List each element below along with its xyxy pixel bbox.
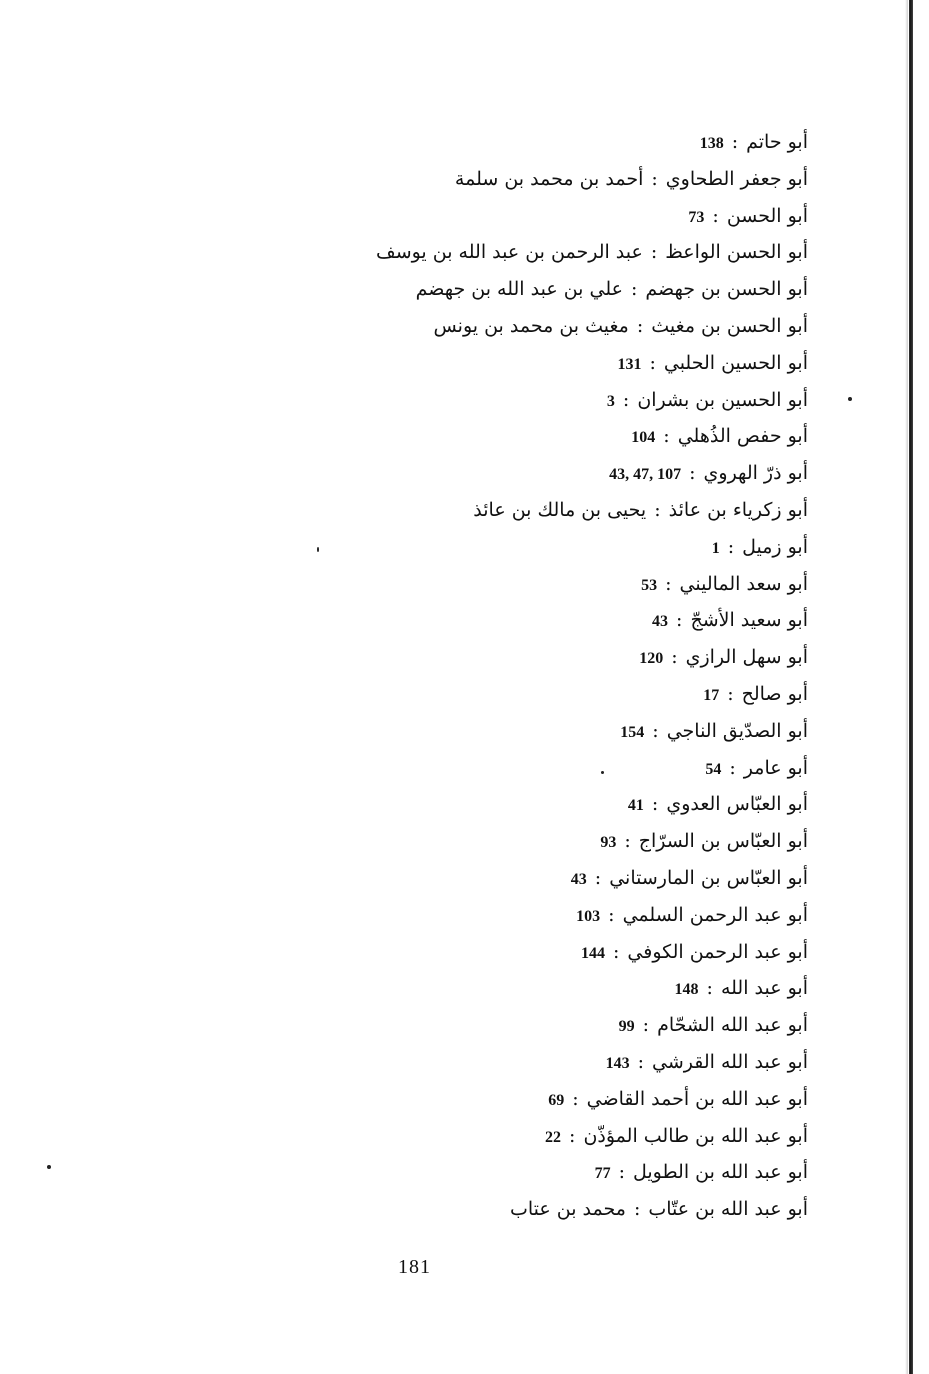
entry-name: أبو عبد الله بن عتّاب [648, 1198, 808, 1221]
entry-separator: : [652, 719, 659, 742]
index-entry [288, 308, 808, 345]
book-spine-edge [909, 0, 913, 1374]
entry-name: أبو سهل الرازي [685, 646, 808, 669]
index-entry-list [288, 124, 808, 1228]
entry-page-refs: 41 [627, 797, 644, 815]
index-entry [288, 455, 808, 492]
ink-speck [848, 397, 852, 401]
entry-name: أبو عبد الله بن الطويل [632, 1161, 808, 1184]
entry-cross-reference: مغيث بن محمد بن يونس [433, 314, 629, 337]
index-entry [288, 602, 808, 639]
entry-page-refs: 17 [703, 686, 720, 704]
entry-separator: : [622, 388, 630, 411]
index-entry [288, 124, 808, 161]
entry-cross-reference: عبد الرحمن بن عبد الله بن يوسف [376, 241, 643, 264]
entry-separator: : [676, 609, 683, 632]
entry-name: أبو الحسن [726, 204, 808, 227]
entry-cross-reference: يحيى بن مالك بن عائذ [473, 498, 647, 521]
index-entry [288, 1007, 808, 1044]
entry-name: أبو عبد الله الشحّام [657, 1014, 808, 1037]
entry-name: أبو سعد الماليني [679, 572, 808, 595]
entry-name: أبو الحسين الحلبي [663, 351, 808, 374]
entry-name: أبو ذرّ الهروي [703, 462, 808, 485]
entry-name: أبو عبد الرحمن الكوفي [627, 940, 808, 963]
entry-separator: : [712, 204, 719, 227]
entry-separator: : [630, 278, 638, 301]
index-entry [288, 750, 808, 787]
index-entry [288, 529, 808, 566]
entry-page-refs: 1 [711, 539, 720, 557]
entry-name: أبو عبد الرحمن السلمي [622, 903, 808, 926]
index-entry [288, 713, 808, 750]
index-entry [288, 198, 808, 235]
index-entry [288, 382, 808, 419]
entry-separator: : [650, 241, 658, 264]
index-entry [288, 676, 808, 713]
entry-name: أبو زميل [742, 535, 808, 558]
index-entry [288, 271, 808, 308]
entry-separator: : [731, 131, 739, 153]
entry-page-refs: 3 [606, 392, 615, 410]
entry-separator: : [671, 646, 678, 669]
entry-separator: : [727, 682, 734, 705]
entry-separator: : [651, 167, 658, 190]
entry-page-refs: 43, 47, 107 [609, 466, 682, 484]
entry-cross-reference: علي بن عبد الله بن جهضم [415, 278, 623, 301]
entry-name: أبو عامر [743, 756, 808, 779]
entry-cross-reference: أحمد بن محمد بن سلمة [454, 167, 644, 190]
entry-separator: : [637, 1050, 644, 1073]
entry-name: أبو صالح [741, 682, 808, 705]
entry-separator: : [706, 977, 713, 1000]
entry-page-refs: 73 [688, 208, 705, 226]
entry-name: أبو جعفر الطحاوي [665, 167, 808, 190]
entry-name: أبو الحسن الواعظ [665, 241, 808, 264]
index-entry [288, 1154, 808, 1191]
index-entry [288, 161, 808, 198]
index-entry [288, 566, 808, 603]
entry-page-refs: 120 [639, 650, 664, 668]
entry-separator: : [727, 535, 735, 558]
entry-separator: : [649, 351, 656, 374]
entry-separator: : [689, 462, 696, 485]
entry-page-refs: 143 [605, 1054, 630, 1072]
entry-separator: : [608, 903, 615, 926]
entry-name: أبو العبّاس العدوي [666, 793, 808, 816]
entry-page-refs: 22 [545, 1128, 562, 1146]
entry-page-refs: 43 [570, 870, 587, 888]
entry-name: أبو الحسين بن بشران [637, 388, 808, 411]
entry-page-refs: 54 [705, 760, 722, 778]
entry-page-refs: 131 [617, 355, 642, 373]
index-entry [288, 492, 808, 529]
index-entry [288, 345, 808, 382]
entry-page-refs: 53 [641, 576, 658, 594]
ink-speck [47, 1165, 51, 1169]
entry-separator: : [663, 425, 670, 448]
entry-separator: : [618, 1161, 625, 1184]
index-entry [288, 1081, 808, 1118]
book-spine-shadow [905, 0, 908, 1374]
index-entry [288, 1191, 808, 1228]
entry-page-refs: 43 [652, 613, 669, 631]
entry-name: أبو سعيد الأشجّ [690, 609, 808, 632]
entry-name: أبو عبد الله بن طالب المؤذّن [583, 1124, 808, 1147]
entry-separator: : [651, 793, 659, 816]
index-entry [288, 234, 808, 271]
entry-name: أبو عبد الله [720, 977, 808, 1000]
entry-name: أبو الحسن بن جهضم [645, 278, 808, 301]
entry-page-refs: 144 [581, 944, 605, 962]
entry-page-refs: 104 [631, 429, 656, 447]
entry-name: أبو حفص الذُهلي [677, 425, 808, 448]
entry-name: أبو حاتم [746, 131, 808, 153]
entry-separator: : [572, 1087, 579, 1110]
index-entry [288, 1118, 808, 1155]
entry-cross-reference: محمد بن عتاب [509, 1198, 626, 1221]
index-entry [288, 786, 808, 823]
entry-separator: : [665, 572, 672, 595]
entry-separator: : [613, 940, 620, 963]
entry-page-refs: 103 [576, 907, 601, 925]
page-number: 181 [398, 1256, 431, 1278]
entry-page-refs: 77 [594, 1165, 611, 1183]
index-entry [288, 934, 808, 971]
entry-page-refs: 69 [548, 1091, 565, 1109]
index-entry [288, 860, 808, 897]
entry-separator: : [636, 314, 644, 337]
entry-page-refs: 138 [699, 135, 724, 152]
index-entry [288, 639, 808, 676]
entry-page-refs: 99 [618, 1018, 635, 1036]
entry-separator: : [569, 1124, 576, 1147]
entry-name: أبو العبّاس بن السرّاج [638, 830, 808, 853]
entry-separator: : [633, 1198, 641, 1221]
entry-separator: : [729, 756, 736, 779]
entry-separator: : [624, 830, 631, 853]
entry-separator: : [654, 498, 661, 521]
entry-separator: : [594, 866, 602, 889]
entry-name: أبو الحسن بن مغيث [651, 314, 808, 337]
entry-page-refs: 148 [674, 981, 699, 999]
entry-name: أبو عبد الله القرشي [651, 1050, 808, 1073]
entry-name: أبو عبد الله بن أحمد القاضي [586, 1087, 808, 1110]
entry-name: أبو زكرياء بن عائذ [668, 498, 808, 521]
index-entry [288, 970, 808, 1007]
index-entry [288, 897, 808, 934]
entry-separator: : [642, 1014, 650, 1037]
entry-name: أبو العبّاس بن المارستاني [609, 866, 808, 889]
index-entry [288, 823, 808, 860]
entry-name: أبو الصدّيق الناجي [666, 719, 808, 742]
index-entry [288, 1044, 808, 1081]
index-entry [288, 418, 808, 455]
entry-page-refs: 93 [600, 834, 617, 852]
entry-page-refs: 154 [620, 723, 645, 741]
